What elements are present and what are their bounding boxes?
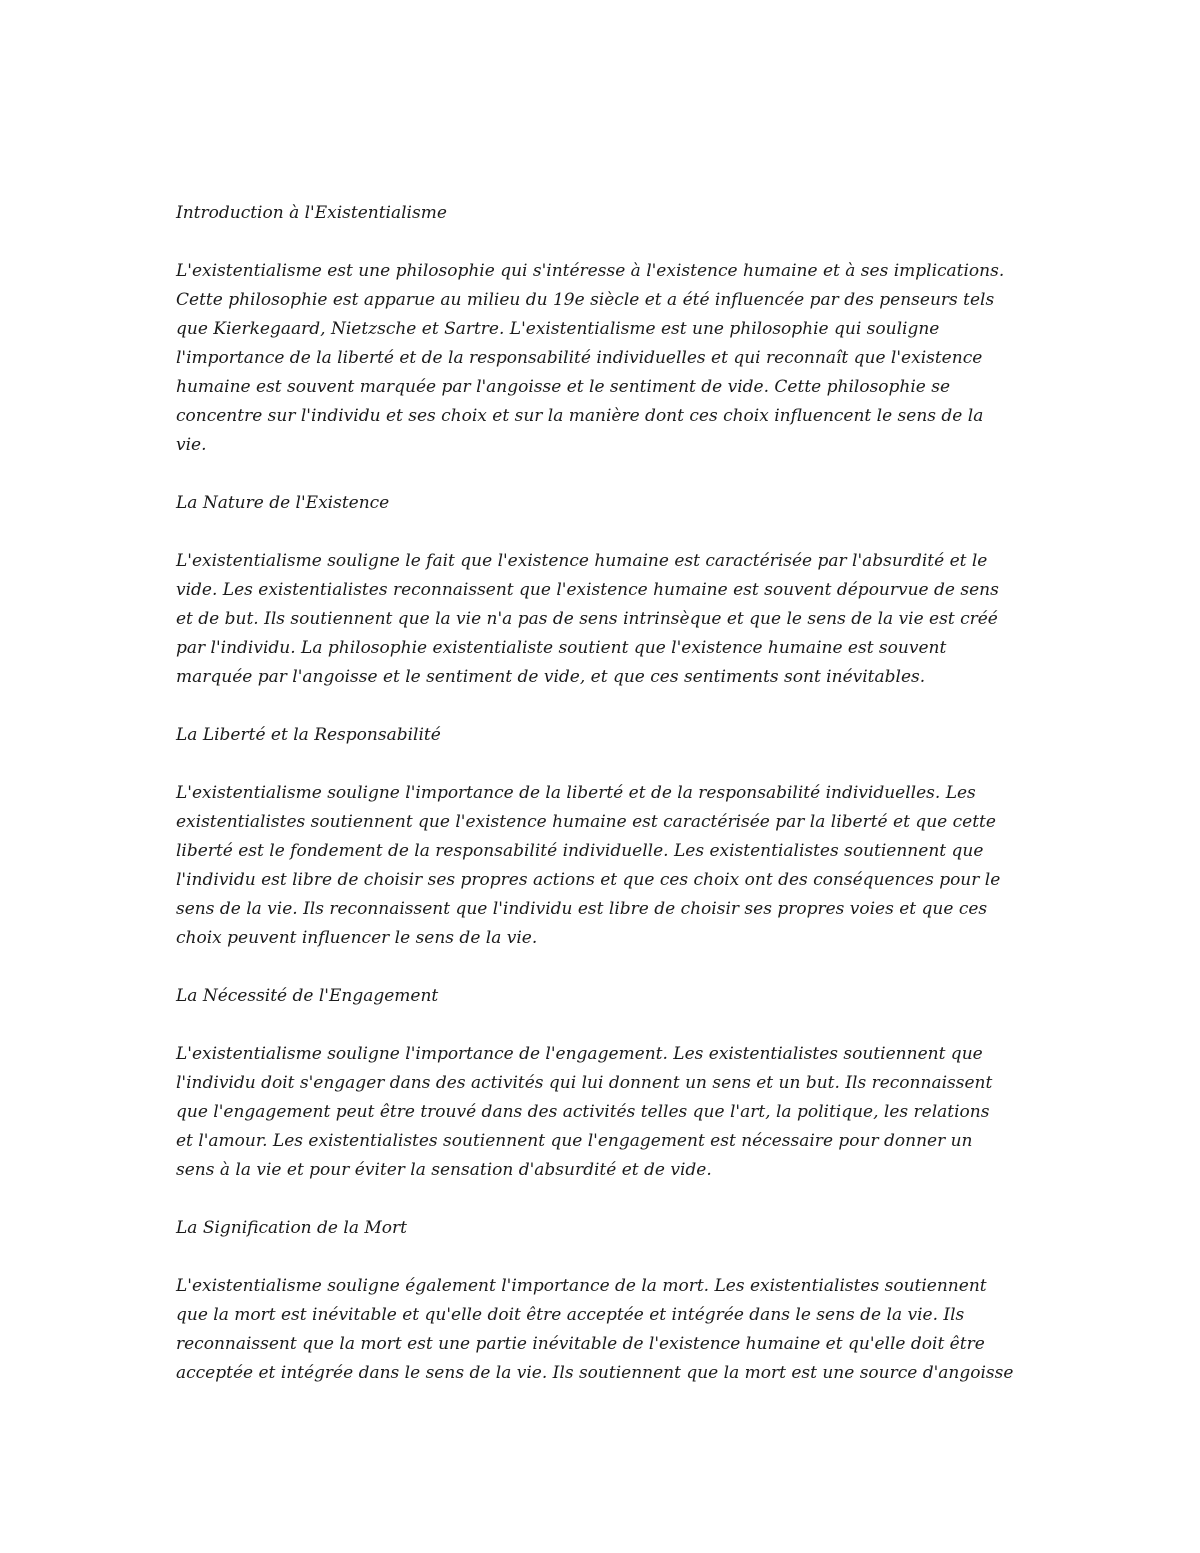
section-liberte-responsabilite bbox=[176, 721, 1036, 982]
section-heading: La Signification de la Mort bbox=[176, 1218, 407, 1238]
paragraph-line: par l'individu. La philosophie existentialiste soutient que l'existence humaine est souvent bbox=[176, 638, 947, 658]
paragraph bbox=[176, 1040, 1036, 1185]
paragraph bbox=[176, 779, 1036, 953]
section-heading: La Liberté et la Responsabilité bbox=[176, 725, 441, 745]
paragraph-line: l'individu doit s'engager dans des activités qui lui donnent un sens et un but. Ils reconnaissent bbox=[176, 1073, 993, 1093]
paragraph-line: existentialistes soutiennent que l'existence humaine est caractérisée par la liberté et que cette bbox=[176, 812, 996, 832]
section-heading: Introduction à l'Existentialisme bbox=[176, 203, 447, 223]
paragraph-line: Cette philosophie est apparue au milieu du 19e siècle et a été influencée par des penseurs tels bbox=[176, 290, 995, 310]
paragraph-line: reconnaissent que la mort est une partie inévitable de l'existence humaine et qu'elle doit être bbox=[176, 1334, 985, 1354]
section-introduction bbox=[176, 199, 1036, 489]
paragraph-spacer bbox=[176, 692, 1036, 721]
paragraph-spacer bbox=[176, 518, 1036, 547]
paragraph-line: l'importance de la liberté et de la responsabilité individuelles et qui reconnaît que l'existence bbox=[176, 348, 983, 368]
paragraph-line: vide. Les existentialistes reconnaissent que l'existence humaine est souvent dépourvue de sens bbox=[176, 580, 999, 600]
paragraph-line: choix peuvent influencer le sens de la vie. bbox=[176, 928, 538, 948]
paragraph-line: humaine est souvent marquée par l'angoisse et le sentiment de vide. Cette philosophie se bbox=[176, 377, 951, 397]
paragraph-line: acceptée et intégrée dans le sens de la vie. Ils soutiennent que la mort est une source d'angoisse bbox=[176, 1363, 1014, 1383]
paragraph-line: L'existentialisme est une philosophie qui s'intéresse à l'existence humaine et à ses implications. bbox=[176, 261, 1005, 281]
paragraph bbox=[176, 1272, 1036, 1388]
paragraph-line: que la mort est inévitable et qu'elle doit être acceptée et intégrée dans le sens de la vie. Ils bbox=[176, 1305, 965, 1325]
section-nature-existence bbox=[176, 489, 1036, 721]
paragraph-spacer bbox=[176, 750, 1036, 779]
paragraph-line: concentre sur l'individu et ses choix et sur la manière dont ces choix influencent le sens de la bbox=[176, 406, 984, 426]
paragraph-line: liberté est le fondement de la responsabilité individuelle. Les existentialistes soutiennent que bbox=[176, 841, 984, 861]
paragraph-spacer bbox=[176, 1243, 1036, 1272]
paragraph-line: et de but. Ils soutiennent que la vie n'a pas de sens intrinsèque et que le sens de la vie est créé bbox=[176, 609, 998, 629]
paragraph-line: que Kierkegaard, Nietzsche et Sartre. L'existentialisme est une philosophie qui souligne bbox=[176, 319, 940, 339]
paragraph bbox=[176, 257, 1036, 460]
section-necessite-engagement bbox=[176, 982, 1036, 1214]
section-heading: La Nécessité de l'Engagement bbox=[176, 986, 439, 1006]
paragraph-spacer bbox=[176, 1011, 1036, 1040]
document-body bbox=[176, 199, 1036, 1388]
paragraph-line: L'existentialisme souligne l'importance de la liberté et de la responsabilité individuelles. Les bbox=[176, 783, 976, 803]
paragraph-line: L'existentialisme souligne également l'importance de la mort. Les existentialistes soutiennent bbox=[176, 1276, 987, 1296]
paragraph-spacer bbox=[176, 460, 1036, 489]
paragraph-spacer bbox=[176, 953, 1036, 982]
paragraph-line: sens de la vie. Ils reconnaissent que l'individu est libre de choisir ses propres voies et que ces bbox=[176, 899, 988, 919]
paragraph-line: marquée par l'angoisse et le sentiment de vide, et que ces sentiments sont inévitables. bbox=[176, 667, 926, 687]
paragraph bbox=[176, 547, 1036, 692]
paragraph-line: que l'engagement peut être trouvé dans des activités telles que l'art, la politique, les relations bbox=[176, 1102, 990, 1122]
paragraph-line: sens à la vie et pour éviter la sensation d'absurdité et de vide. bbox=[176, 1160, 712, 1180]
paragraph-line: vie. bbox=[176, 435, 207, 455]
paragraph-line: et l'amour. Les existentialistes soutiennent que l'engagement est nécessaire pour donner un bbox=[176, 1131, 973, 1151]
section-heading: La Nature de l'Existence bbox=[176, 493, 390, 513]
paragraph-spacer bbox=[176, 1185, 1036, 1214]
paragraph-line: l'individu est libre de choisir ses propres actions et que ces choix ont des conséquences pour le bbox=[176, 870, 1001, 890]
section-signification-mort bbox=[176, 1214, 1036, 1388]
paragraph-line: L'existentialisme souligne le fait que l'existence humaine est caractérisée par l'absurdité et le bbox=[176, 551, 988, 571]
paragraph-line: L'existentialisme souligne l'importance de l'engagement. Les existentialistes soutiennent que bbox=[176, 1044, 983, 1064]
paragraph-spacer bbox=[176, 228, 1036, 257]
